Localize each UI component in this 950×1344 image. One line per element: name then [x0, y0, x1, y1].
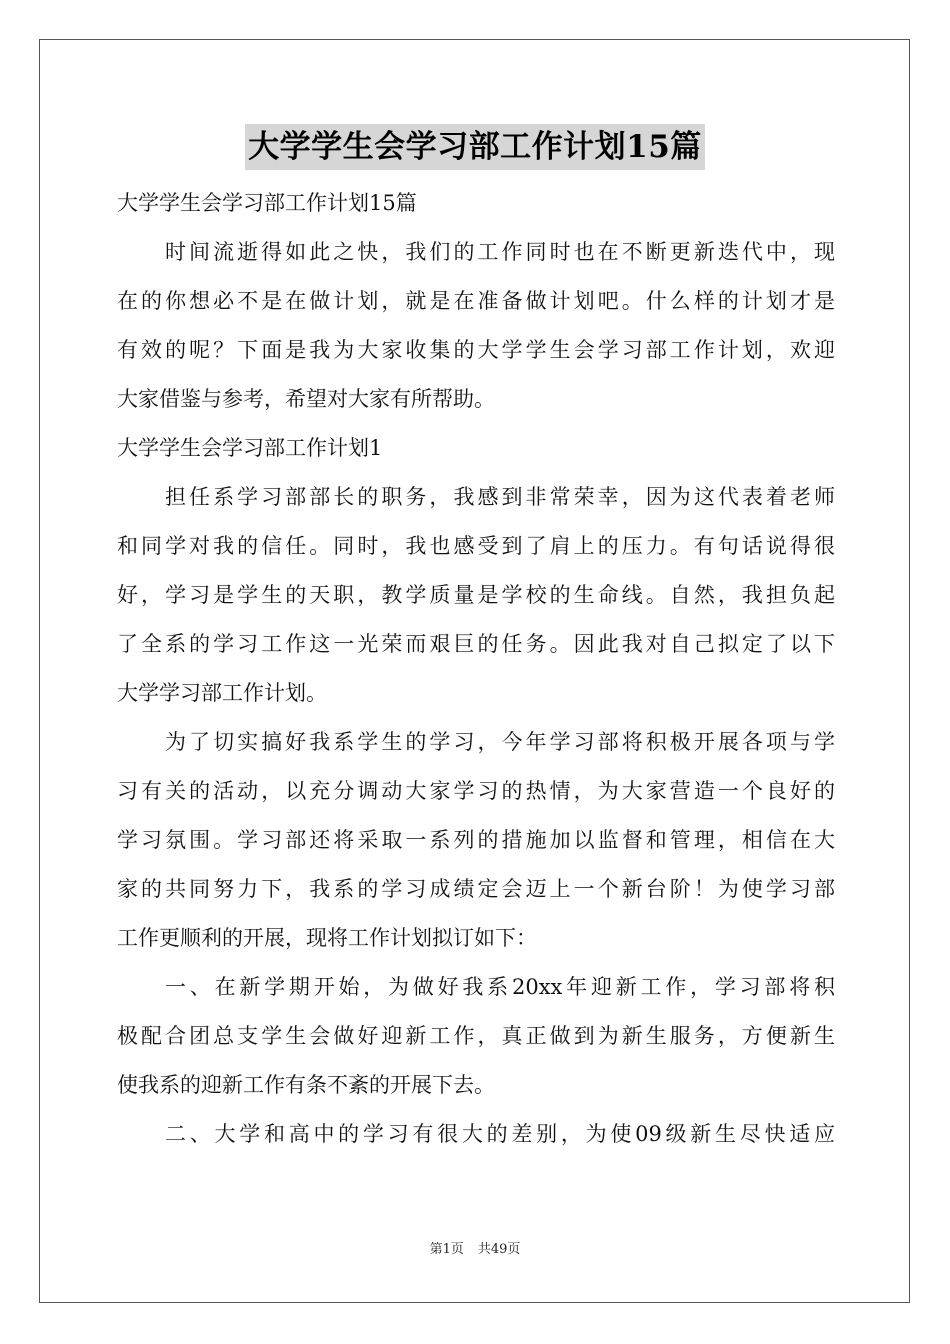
- text-line: 学习氛围。学习部还将采取一系列的措施加以监督和管理，相信在大: [117, 828, 835, 852]
- text-line: 和同学对我的信任。同时，我也感受到了肩上的压力。有句话说得很: [117, 534, 835, 558]
- text-line: 大学学生会学习部工作计划15篇: [117, 191, 417, 215]
- text-line: 有效的呢？下面是我为大家收集的大学学生会学习部工作计划，欢迎: [117, 338, 835, 362]
- document-body: [117, 179, 835, 1159]
- text-line: 工作更顺利的开展，现将工作计划拟订如下：: [117, 926, 537, 950]
- text-line: 了全系的学习工作这一光荣而艰巨的任务。因此我对自己拟定了以下: [117, 632, 835, 656]
- text-line: 二、大学和高中的学习有很大的差别，为使09级新生尽快适应: [165, 1122, 835, 1146]
- text-line: 一、在新学期开始，为做好我系20xx年迎新工作，学习部将积: [165, 975, 835, 999]
- title-container: [0, 124, 950, 170]
- text-line: 大家借鉴与参考，希望对大家有所帮助。: [117, 387, 495, 411]
- text-line: 担任系学习部部长的职务，我感到非常荣幸，因为这代表着老师: [165, 485, 835, 509]
- text-line: 在的你想必不是在做计划，就是在准备做计划吧。什么样的计划才是: [117, 289, 835, 313]
- document-title: 大学学生会学习部工作计划15篇: [245, 124, 705, 170]
- page-number: 第1页: [429, 1242, 464, 1257]
- text-line: 时间流逝得如此之快，我们的工作同时也在不断更新迭代中，现: [165, 240, 835, 264]
- text-line: 好，学习是学生的天职，教学质量是学校的生命线。自然，我担负起: [117, 583, 835, 607]
- text-line: 习有关的活动，以充分调动大家学习的热情，为大家营造一个良好的: [117, 779, 835, 803]
- text-line: 大学学习部工作计划。: [117, 681, 327, 705]
- text-line: 极配合团总支学生会做好迎新工作，真正做到为新生服务，方便新生: [117, 1024, 835, 1048]
- text-line: 为了切实搞好我系学生的学习，今年学习部将积极开展各项与学: [165, 730, 835, 754]
- text-line: 大学学生会学习部工作计划1: [117, 436, 383, 460]
- text-line: 使我系的迎新工作有条不紊的开展下去。: [117, 1073, 495, 1097]
- text-line: 家的共同努力下，我系的学习成绩定会迈上一个新台阶！为使学习部: [117, 877, 835, 901]
- page-footer: [0, 1238, 950, 1257]
- page-total: 共49页: [477, 1242, 521, 1257]
